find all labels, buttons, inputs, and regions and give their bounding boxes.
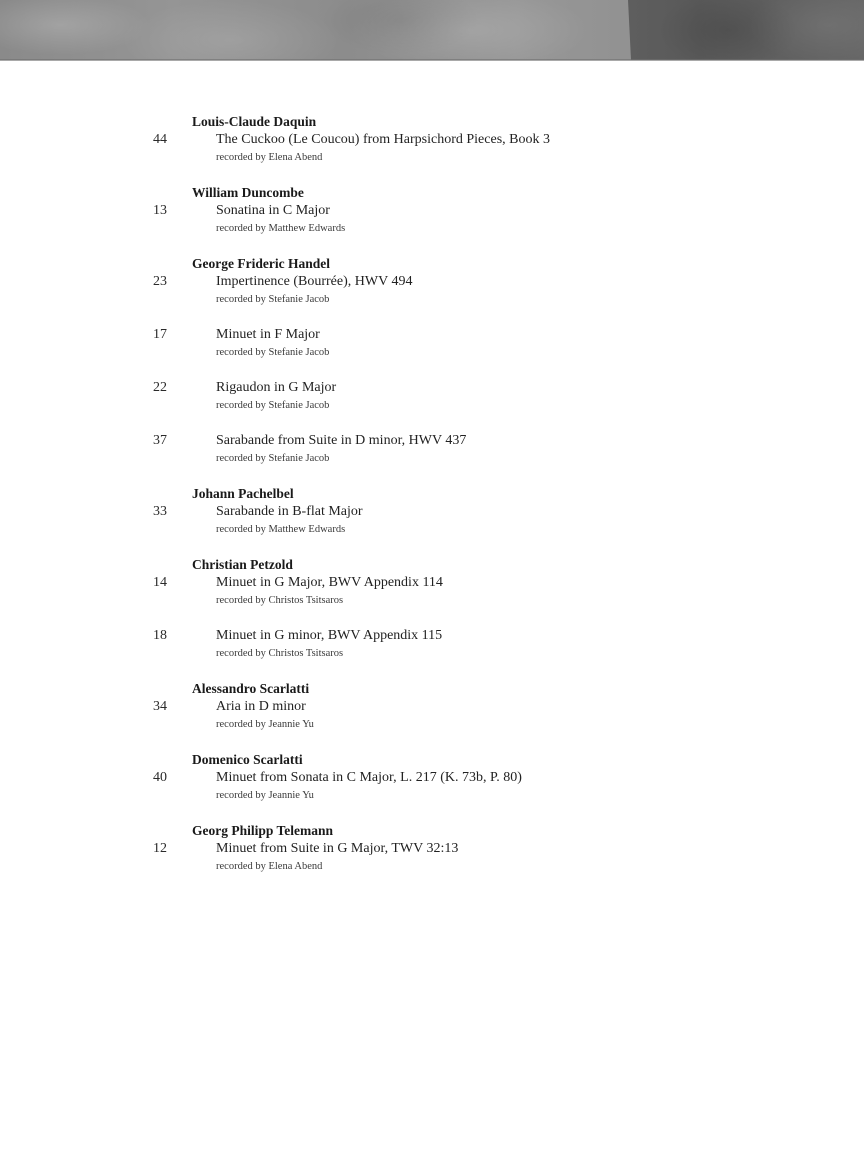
page-number: 18 bbox=[153, 628, 167, 643]
piece-title: Minuet from Suite in G Major, TWV 32:13 bbox=[216, 841, 459, 856]
composer-block bbox=[0, 113, 864, 184]
composer-block bbox=[0, 751, 864, 822]
piece-title: Minuet in G minor, BWV Appendix 115 bbox=[216, 628, 443, 643]
composer-name: William Duncombe bbox=[192, 185, 304, 200]
toc-entry[interactable] bbox=[0, 379, 864, 432]
page-number: 37 bbox=[153, 433, 167, 448]
piece-title: The Cuckoo (Le Coucou) from Harpsichord Pieces, Book 3 bbox=[216, 132, 550, 147]
piece-title: Sonatina in C Major bbox=[216, 203, 330, 218]
performer-credit: recorded by Stefanie Jacob bbox=[216, 400, 330, 411]
toc-entry[interactable] bbox=[0, 769, 864, 822]
performer-credit: recorded by Christos Tsitsaros bbox=[216, 648, 344, 659]
composer-block bbox=[0, 184, 864, 255]
composer-block bbox=[0, 822, 864, 893]
piece-title: Rigaudon in G Major bbox=[216, 380, 337, 395]
toc-entry[interactable] bbox=[0, 574, 864, 627]
header-band-edge bbox=[0, 59, 864, 61]
performer-credit: recorded by Elena Abend bbox=[216, 152, 323, 163]
toc-entry[interactable] bbox=[0, 432, 864, 485]
performer-credit: recorded by Stefanie Jacob bbox=[216, 453, 330, 464]
performer-credit: recorded by Stefanie Jacob bbox=[216, 294, 330, 305]
composer-name: Christian Petzold bbox=[192, 557, 293, 572]
piece-title: Minuet in F Major bbox=[216, 327, 320, 342]
header-band-dark-panel bbox=[628, 0, 864, 60]
composer-name: Alessandro Scarlatti bbox=[192, 681, 310, 696]
performer-credit: recorded by Jeannie Yu bbox=[216, 790, 314, 801]
piece-title: Aria in D minor bbox=[216, 699, 306, 714]
composer-name: Domenico Scarlatti bbox=[192, 752, 303, 767]
page-number: 23 bbox=[153, 274, 167, 289]
toc-entry[interactable] bbox=[0, 698, 864, 751]
composer-block bbox=[0, 556, 864, 680]
performer-credit: recorded by Jeannie Yu bbox=[216, 719, 314, 730]
composer-name: Louis-Claude Daquin bbox=[192, 114, 317, 129]
toc-entry[interactable] bbox=[0, 503, 864, 556]
composer-block bbox=[0, 255, 864, 485]
page-number: 12 bbox=[153, 841, 167, 856]
performer-credit: recorded by Matthew Edwards bbox=[216, 524, 346, 535]
page-number: 44 bbox=[153, 132, 167, 147]
toc-entry[interactable] bbox=[0, 627, 864, 680]
composer-block bbox=[0, 680, 864, 751]
toc-entry[interactable] bbox=[0, 131, 864, 184]
page-number: 34 bbox=[153, 699, 167, 714]
piece-title: Sarabande from Suite in D minor, HWV 437 bbox=[216, 433, 467, 448]
page-number: 22 bbox=[153, 380, 167, 395]
page-number: 17 bbox=[153, 327, 167, 342]
composer-name: George Frideric Handel bbox=[192, 256, 330, 271]
piece-title: Sarabande in B-flat Major bbox=[216, 504, 363, 519]
page-number: 13 bbox=[153, 203, 167, 218]
piece-title: Minuet in G Major, BWV Appendix 114 bbox=[216, 575, 443, 590]
piece-title: Minuet from Sonata in C Major, L. 217 (K. 73b, P. 80) bbox=[216, 770, 522, 785]
page-number: 40 bbox=[153, 770, 167, 785]
composer-block bbox=[0, 485, 864, 556]
toc-entry[interactable] bbox=[0, 840, 864, 893]
toc-entry[interactable] bbox=[0, 326, 864, 379]
toc-entry[interactable] bbox=[0, 273, 864, 326]
composer-name: Georg Philipp Telemann bbox=[192, 823, 334, 838]
performer-credit: recorded by Matthew Edwards bbox=[216, 223, 346, 234]
page-number: 33 bbox=[153, 504, 167, 519]
performer-credit: recorded by Christos Tsitsaros bbox=[216, 595, 344, 606]
composer-name: Johann Pachelbel bbox=[192, 486, 294, 501]
piece-title: Impertinence (Bourrée), HWV 494 bbox=[216, 274, 413, 289]
toc-entry[interactable] bbox=[0, 202, 864, 255]
table-of-contents bbox=[0, 113, 864, 893]
performer-credit: recorded by Elena Abend bbox=[216, 861, 323, 872]
page-number: 14 bbox=[153, 575, 167, 590]
performer-credit: recorded by Stefanie Jacob bbox=[216, 347, 330, 358]
